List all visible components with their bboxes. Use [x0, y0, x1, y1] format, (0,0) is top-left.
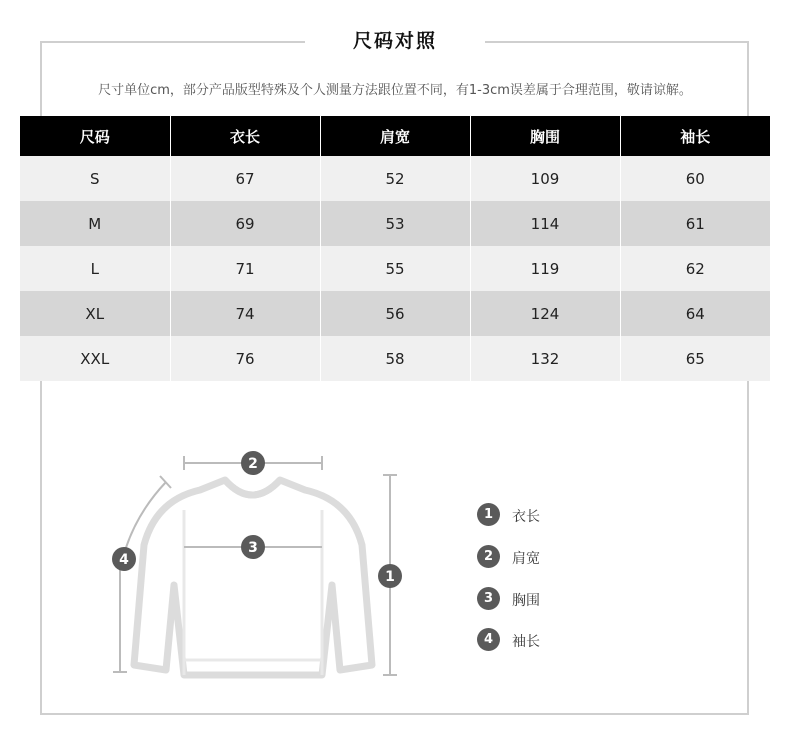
table-cell: 69: [170, 201, 320, 246]
table-cell: 124: [470, 291, 620, 336]
header-length: 衣长: [170, 116, 320, 156]
legend-label: 肩宽: [512, 551, 540, 567]
legend-label: 袖长: [512, 634, 540, 650]
marker-length: [378, 564, 402, 588]
table-cell: 76: [170, 336, 320, 381]
table-cell: 65: [620, 336, 770, 381]
marker-length-num: 1: [385, 569, 395, 585]
sweater-outline: [134, 480, 372, 675]
legend-item-sleeve: [477, 628, 597, 652]
sweater-diagram: [100, 440, 420, 690]
table-cell: S: [20, 156, 170, 201]
marker-chest: [241, 535, 265, 559]
measurement-note: 尺寸单位cm，部分产品版型特殊及个人测量方法跟位置不同，有1-3cm误差属于合理范围，敬请谅解。: [98, 83, 692, 98]
legend-badge: 3: [477, 587, 500, 610]
table-cell: 61: [620, 201, 770, 246]
table-header-row: [20, 116, 770, 156]
marker-shoulder: [241, 451, 265, 475]
marker-shoulder-num: 2: [248, 456, 258, 472]
table-cell: 74: [170, 291, 320, 336]
header-size: 尺码: [20, 116, 170, 156]
table-cell: 71: [170, 246, 320, 291]
table-cell: 114: [470, 201, 620, 246]
table-cell: XXL: [20, 336, 170, 381]
table-cell: 62: [620, 246, 770, 291]
legend-label: 衣长: [512, 509, 540, 525]
marker-chest-num: 3: [248, 540, 258, 556]
table-row: [20, 156, 770, 201]
table-row: [20, 291, 770, 336]
legend-badge: 1: [477, 503, 500, 526]
table-cell: 52: [320, 156, 470, 201]
header-shoulder: 肩宽: [320, 116, 470, 156]
table-row: [20, 336, 770, 381]
table-cell: 109: [470, 156, 620, 201]
legend-badge: 2: [477, 545, 500, 568]
table-cell: XL: [20, 291, 170, 336]
page-title: 尺码对照: [352, 30, 437, 52]
legend-item-shoulder: [477, 545, 597, 569]
table-cell: 67: [170, 156, 320, 201]
collar: [225, 480, 280, 495]
table-row: [20, 246, 770, 291]
table-cell: 119: [470, 246, 620, 291]
table-cell: 132: [470, 336, 620, 381]
table-cell: 56: [320, 291, 470, 336]
table-row: [20, 201, 770, 246]
table-cell: 55: [320, 246, 470, 291]
table-cell: 60: [620, 156, 770, 201]
table-cell: 58: [320, 336, 470, 381]
table-cell: 53: [320, 201, 470, 246]
legend-label: 胸围: [512, 593, 540, 609]
table-cell: M: [20, 201, 170, 246]
legend-badge: 4: [477, 628, 500, 651]
legend-item-chest: [477, 587, 597, 611]
table-cell: L: [20, 246, 170, 291]
header-chest: 胸围: [470, 116, 620, 156]
legend-item-length: [477, 503, 597, 527]
header-sleeve: 袖长: [620, 116, 770, 156]
marker-sleeve: [112, 547, 136, 571]
sleeve-seam: [184, 510, 322, 675]
size-table: [20, 116, 770, 381]
table-cell: 64: [620, 291, 770, 336]
marker-sleeve-num: 4: [119, 552, 129, 568]
